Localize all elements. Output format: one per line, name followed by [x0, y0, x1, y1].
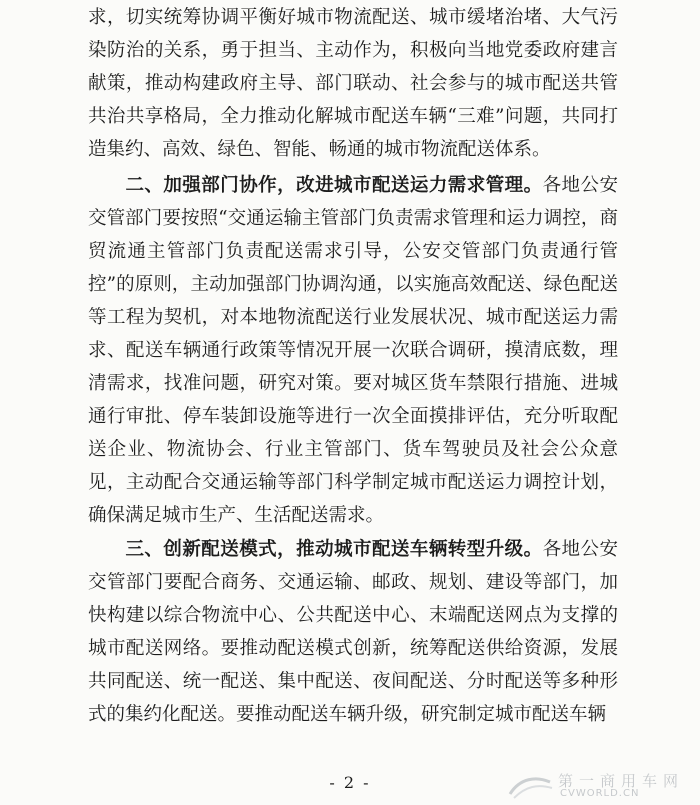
- section-2-heading: 二、加强部门协作，改进城市配送运力需求管理。: [125, 175, 543, 196]
- paragraph-continuation: [88, 1, 618, 166]
- page-number: - 2 -: [329, 773, 371, 792]
- section-3-paragraph: [88, 533, 618, 731]
- watermark-cn: 第一商用车网: [558, 772, 685, 790]
- section-3-body: 各地公安交管部门要配合商务、交通运输、邮政、规划、建设等部门，加快构建以综合物流中心、公共配送中心、末端配送网点为支撑的城市配送网络。要推动配送模式创新，统筹配送供给资源，发展共同配送、统一配送、集中配送、夜间配送、分时配送等多种形式的集约化配送。要推动配送车辆升级，研究制定城市配送车辆: [88, 539, 618, 725]
- watermark-en: CVWORLD.CN: [560, 788, 640, 799]
- paragraph-1-text: 求，切实统筹协调平衡好城市物流配送、城市缓堵治堵、大气污染防治的关系，勇于担当、主动作为，积极向当地党委政府建言献策，推动构建政府主导、部门联动、社会参与的城市配送共管共治共享格局，全力推动化解城市配送车辆“三难”问题，共同打造集约、高效、绿色、智能、畅通的城市物流配送体系。: [88, 7, 618, 160]
- section-3-heading: 三、创新配送模式，推动城市配送车辆转型升级。: [125, 539, 543, 560]
- watermark-logo-icon: [506, 774, 554, 800]
- section-2-paragraph: [88, 169, 618, 532]
- section-2-body: 各地公安交管部门要按照“交通运输主管部门负责需求管理和运力调控，商贸流通主管部门负责配送需求引导，公安交管部门负责通行管控”的原则，主动加强部门协调沟通，以实施高效配送、绿色配送等工程为契机，对本地物流配送行业发展状况、城市配送运力需求、配送车辆通行政策等情况开展一次联合调研，摸清底数，理清需求，找准问题，研究对策。要对城区货车禁限行措施、进城通行审批、停车装卸设施等进行一次全面摸排评估，充分听取配送企业、物流协会、行业主管部门、货车驾驶员及社会公众意见，主动配合交通运输等部门科学制定城市配送运力调控计划，确保满足城市生产、生活配送需求。: [88, 175, 618, 526]
- watermark: [506, 770, 696, 802]
